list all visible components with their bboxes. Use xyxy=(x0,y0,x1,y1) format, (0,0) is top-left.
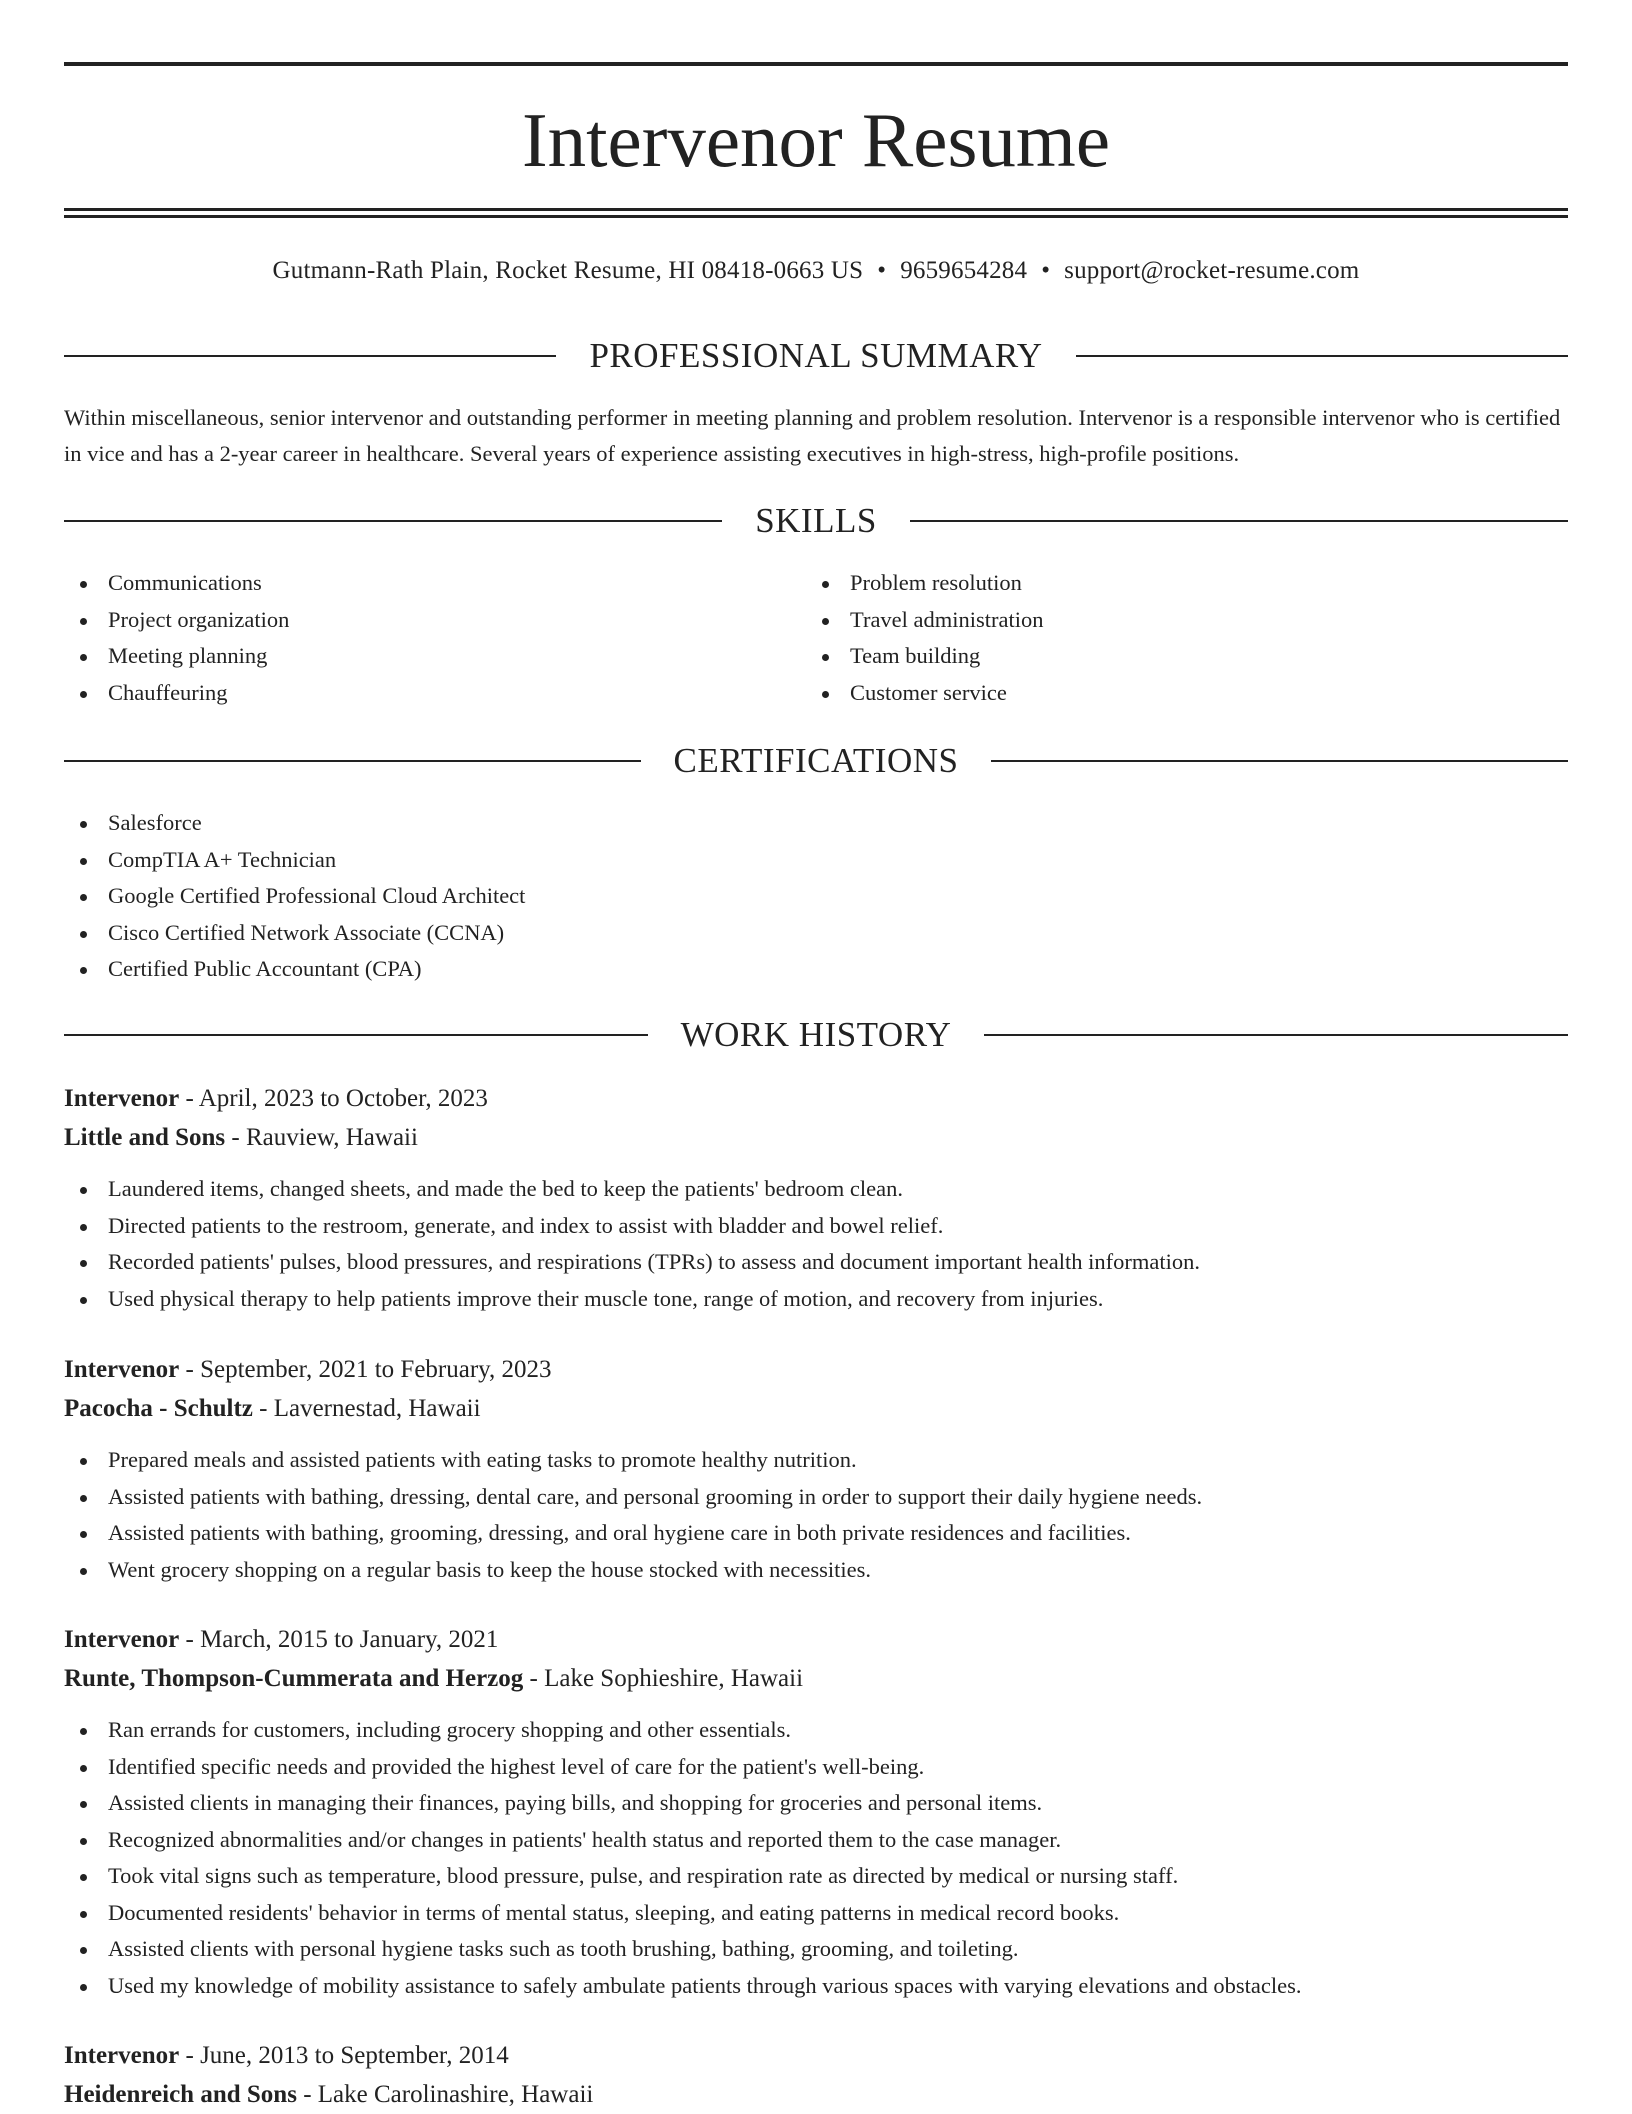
divider xyxy=(910,520,1568,522)
header-top-rule xyxy=(64,62,1568,66)
contact-separator: • xyxy=(1041,257,1051,284)
skill-item: Problem resolution xyxy=(806,565,1546,602)
section-title-certifications: CERTIFICATIONS xyxy=(673,741,959,780)
job-duty-item: Assisted clients in managing their finances, paying bills, and shopping for groceries and personal items. xyxy=(64,1785,1568,1822)
section-header-summary xyxy=(64,334,1568,378)
section-header-work-history xyxy=(64,1013,1568,1057)
job-company-line xyxy=(64,1659,1568,1698)
job-duty-item: Went grocery shopping on a regular basis to keep the house stocked with necessities. xyxy=(64,1552,1568,1589)
certifications-list xyxy=(64,805,1568,988)
job-location: Lake Sophieshire, Hawaii xyxy=(544,1665,804,1692)
job-duty-item: Recorded patients' pulses, blood pressures, and respirations (TPRs) to assess and document important health information. xyxy=(64,1244,1568,1281)
summary-text: Within miscellaneous, senior intervenor and outstanding performer in meeting planning and problem resolution. Intervenor is a responsible intervenor who is certified in vice and has a 2-year career in healthcare. Several years of experience assisting executives in high-stress, high-profile positions. xyxy=(64,405,1561,466)
job-duty-item: Documented residents' behavior in terms of mental status, sleeping, and eating patterns in medical record books. xyxy=(64,1895,1568,1932)
job-duty-item: Used physical therapy to help patients improve their muscle tone, range of motion, and recovery from injuries. xyxy=(64,1281,1568,1318)
job-duty-item: Took vital signs such as temperature, blood pressure, pulse, and respiration rate as directed by medical or nursing staff. xyxy=(64,1858,1568,1895)
certification-item: Salesforce xyxy=(64,805,1568,842)
job-company-line xyxy=(64,2075,1568,2114)
contact-phone[interactable]: 9659654284 xyxy=(900,257,1028,284)
job-separator: - xyxy=(523,1665,545,1692)
certification-item: CompTIA A+ Technician xyxy=(64,842,1568,879)
contact-line xyxy=(64,254,1568,288)
job-title-line xyxy=(64,2036,1568,2075)
job-entry xyxy=(64,1079,1568,1317)
section-title-summary: PROFESSIONAL SUMMARY xyxy=(589,336,1043,375)
job-separator: - xyxy=(179,2042,201,2069)
job-dates: June, 2013 to September, 2014 xyxy=(200,2042,509,2069)
job-duty-item: Assisted patients with bathing, dressing, dental care, and personal grooming in order to support their daily hygiene needs. xyxy=(64,1479,1568,1516)
certification-item: Cisco Certified Network Associate (CCNA) xyxy=(64,915,1568,952)
skill-item: Travel administration xyxy=(806,602,1546,639)
job-title-line xyxy=(64,1350,1568,1389)
section-title-skills: SKILLS xyxy=(755,501,877,540)
skills-list-left xyxy=(64,565,804,711)
job-separator: - xyxy=(179,1626,201,1653)
divider xyxy=(64,1034,648,1036)
job-duties-list xyxy=(64,1442,1568,1588)
job-company-line xyxy=(64,1118,1568,1157)
resume-title: Intervenor Resume xyxy=(522,97,1110,183)
job-duties-list xyxy=(64,1712,1568,2004)
job-dates: April, 2023 to October, 2023 xyxy=(198,1085,488,1112)
job-duty-item: Prepared meals and assisted patients with eating tasks to promote healthy nutrition. xyxy=(64,1442,1568,1479)
job-location: Lake Carolinashire, Hawaii xyxy=(317,2081,594,2108)
job-separator: - xyxy=(252,1395,274,1422)
job-dates: September, 2021 to February, 2023 xyxy=(200,1356,552,1383)
skill-item: Team building xyxy=(806,638,1546,675)
divider xyxy=(991,760,1568,762)
job-separator: - xyxy=(225,1124,246,1151)
job-location: Lavernestad, Hawaii xyxy=(273,1395,481,1422)
skill-item: Customer service xyxy=(806,675,1546,712)
skill-item: Communications xyxy=(64,565,804,602)
job-title: Intervenor xyxy=(64,1626,180,1653)
divider xyxy=(984,1034,1568,1036)
job-separator: - xyxy=(179,1085,199,1112)
job-duty-item: Ran errands for customers, including grocery shopping and other essentials. xyxy=(64,1712,1568,1749)
job-title: Intervenor xyxy=(64,1085,180,1112)
job-entry xyxy=(64,1620,1568,2004)
job-entry xyxy=(64,1350,1568,1588)
job-separator: - xyxy=(296,2081,318,2108)
job-separator: - xyxy=(179,1356,201,1383)
contact-address: Gutmann-Rath Plain, Rocket Resume, HI 08418-0663 US xyxy=(272,257,864,284)
job-duty-item: Assisted patients with bathing, grooming, dressing, and oral hygiene care in both private residences and facilities. xyxy=(64,1515,1568,1552)
contact-email[interactable]: support@rocket-resume.com xyxy=(1064,257,1360,284)
certification-item: Google Certified Professional Cloud Architect xyxy=(64,878,1568,915)
skill-item: Meeting planning xyxy=(64,638,804,675)
job-title: Intervenor xyxy=(64,1356,180,1383)
job-title-line xyxy=(64,1620,1568,1659)
job-duty-item: Directed patients to the restroom, generate, and index to assist with bladder and bowel relief. xyxy=(64,1208,1568,1245)
job-entry xyxy=(64,2036,1568,2114)
job-duty-item: Recognized abnormalities and/or changes in patients' health status and reported them to the case manager. xyxy=(64,1822,1568,1859)
job-company: Pacocha - Schultz xyxy=(64,1395,253,1422)
job-title-line xyxy=(64,1079,1568,1118)
section-title-work-history: WORK HISTORY xyxy=(680,1015,952,1054)
job-company-line xyxy=(64,1389,1568,1428)
job-company: Runte, Thompson-Cummerata and Herzog xyxy=(64,1665,524,1692)
contact-separator: • xyxy=(877,257,887,284)
job-duty-item: Laundered items, changed sheets, and made the bed to keep the patients' bedroom clean. xyxy=(64,1171,1568,1208)
job-dates: March, 2015 to January, 2021 xyxy=(200,1626,499,1653)
divider xyxy=(64,760,641,762)
divider xyxy=(64,520,722,522)
section-header-skills xyxy=(64,499,1568,543)
job-duty-item: Assisted clients with personal hygiene tasks such as tooth brushing, bathing, grooming, and toileting. xyxy=(64,1931,1568,1968)
section-header-certifications xyxy=(64,739,1568,783)
job-company: Little and Sons xyxy=(64,1124,226,1151)
job-title: Intervenor xyxy=(64,2042,180,2069)
divider xyxy=(1076,355,1568,357)
job-company: Heidenreich and Sons xyxy=(64,2081,297,2108)
skill-item: Project organization xyxy=(64,602,804,639)
skills-list-right xyxy=(806,565,1546,711)
header-double-rule xyxy=(64,208,1568,218)
skill-item: Chauffeuring xyxy=(64,675,804,712)
job-duty-item: Identified specific needs and provided the highest level of care for the patient's well-being. xyxy=(64,1749,1568,1786)
divider xyxy=(64,355,556,357)
job-location: Rauview, Hawaii xyxy=(246,1124,418,1151)
job-duties-list xyxy=(64,1171,1568,1317)
certification-item: Certified Public Accountant (CPA) xyxy=(64,951,1568,988)
job-duty-item: Used my knowledge of mobility assistance to safely ambulate patients through various spaces with varying elevations and obstacles. xyxy=(64,1968,1568,2005)
